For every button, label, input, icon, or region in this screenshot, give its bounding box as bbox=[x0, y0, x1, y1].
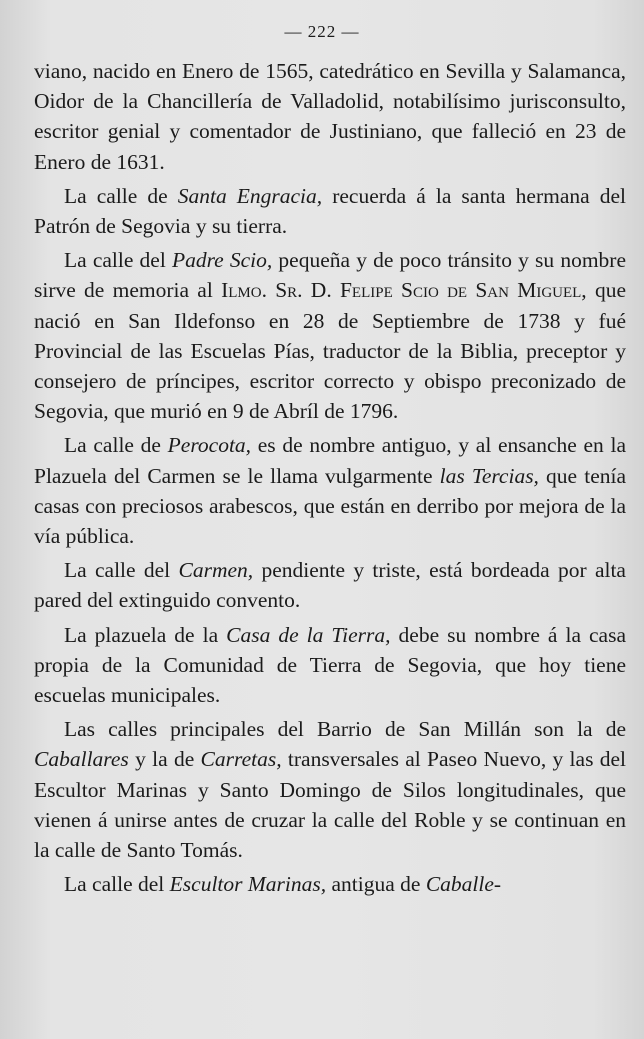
paragraph bbox=[34, 181, 626, 241]
text-run: que tenía casas con preciosos arabescos, que están en derribo por mejora de la vía pública. bbox=[34, 463, 626, 549]
italic-text: Caballe- bbox=[425, 872, 502, 897]
text-run: y la de bbox=[128, 747, 201, 772]
text-run: debe su nombre á la casa propia de la Comunidad de Tierra de Segovia, que hoy tiene escuelas municipales. bbox=[34, 622, 626, 708]
page-text bbox=[34, 56, 626, 903]
text-run: que nació en San Ildefonso en 28 de Septiembre de 1738 y fué Provincial de las Escuelas Pías, traductor de la Biblia, preceptor y consejero de príncipes, escritor correcto y obispo preconizado de Segovia, que murió en 9 de Abríl de 1796. bbox=[34, 278, 626, 424]
italic-text: Escultor Marinas, bbox=[169, 872, 327, 897]
text-run: Las calles principales del Barrio de San Millán son la de bbox=[64, 717, 626, 742]
italic-text: Padre Scio, bbox=[171, 248, 273, 273]
italic-text: Casa de la Tierra, bbox=[226, 622, 391, 647]
italic-text: Carmen, bbox=[178, 558, 254, 583]
text-run: La calle del bbox=[64, 558, 179, 583]
italic-text: las Tercias, bbox=[439, 463, 539, 488]
text-run: La calle de bbox=[64, 183, 178, 208]
paragraph bbox=[34, 245, 626, 426]
smallcaps-text: Ilmo. Sr. D. Felipe Scio de San Miguel, bbox=[221, 278, 587, 303]
text-run: La calle del bbox=[64, 872, 170, 897]
italic-text: Perocota, bbox=[167, 433, 252, 458]
paragraph bbox=[34, 869, 626, 899]
text-run: La plazuela de la bbox=[64, 622, 227, 647]
text-run: viano, nacido en Enero de 1565, catedrático en Sevilla y Salamanca, Oidor de la Chancillería de Valladolid, notabilísimo jurisconsulto, escritor genial y comentador de Justiniano, que falleció en 23 de Enero de 1631. bbox=[34, 59, 626, 174]
paragraph bbox=[34, 555, 626, 615]
paragraph bbox=[34, 714, 626, 865]
text-run: pendiente y triste, está bordeada por alta pared del extinguido convento. bbox=[34, 558, 626, 613]
text-run: antigua de bbox=[326, 872, 426, 897]
text-run: La calle de bbox=[64, 433, 168, 458]
text-run: pequeña y de poco tránsito y su nombre sirve de memoria al bbox=[34, 248, 626, 303]
paragraph bbox=[34, 620, 626, 711]
text-run: La calle del bbox=[64, 248, 172, 273]
text-run: transversales al Paseo Nuevo, y las del Escultor Marinas y Santo Domingo de Silos longitudinales, que vienen á unirse antes de cruzar la calle del Roble y se continuan en la calle de Santo Tomás. bbox=[34, 747, 626, 863]
text-run: recuerda á la santa hermana del Patrón de Segovia y su tierra. bbox=[34, 183, 626, 239]
italic-text: Santa Engracia, bbox=[177, 183, 323, 208]
italic-text: Carretas, bbox=[200, 747, 282, 772]
italic-text: Caballares bbox=[34, 747, 129, 772]
paragraph bbox=[34, 430, 626, 551]
page-number: — 222 — bbox=[284, 22, 360, 41]
text-run: es de nombre antiguo, y al ensanche en la Plazuela del Carmen se le llama vulgarmente bbox=[34, 433, 627, 488]
paragraph bbox=[34, 56, 626, 177]
